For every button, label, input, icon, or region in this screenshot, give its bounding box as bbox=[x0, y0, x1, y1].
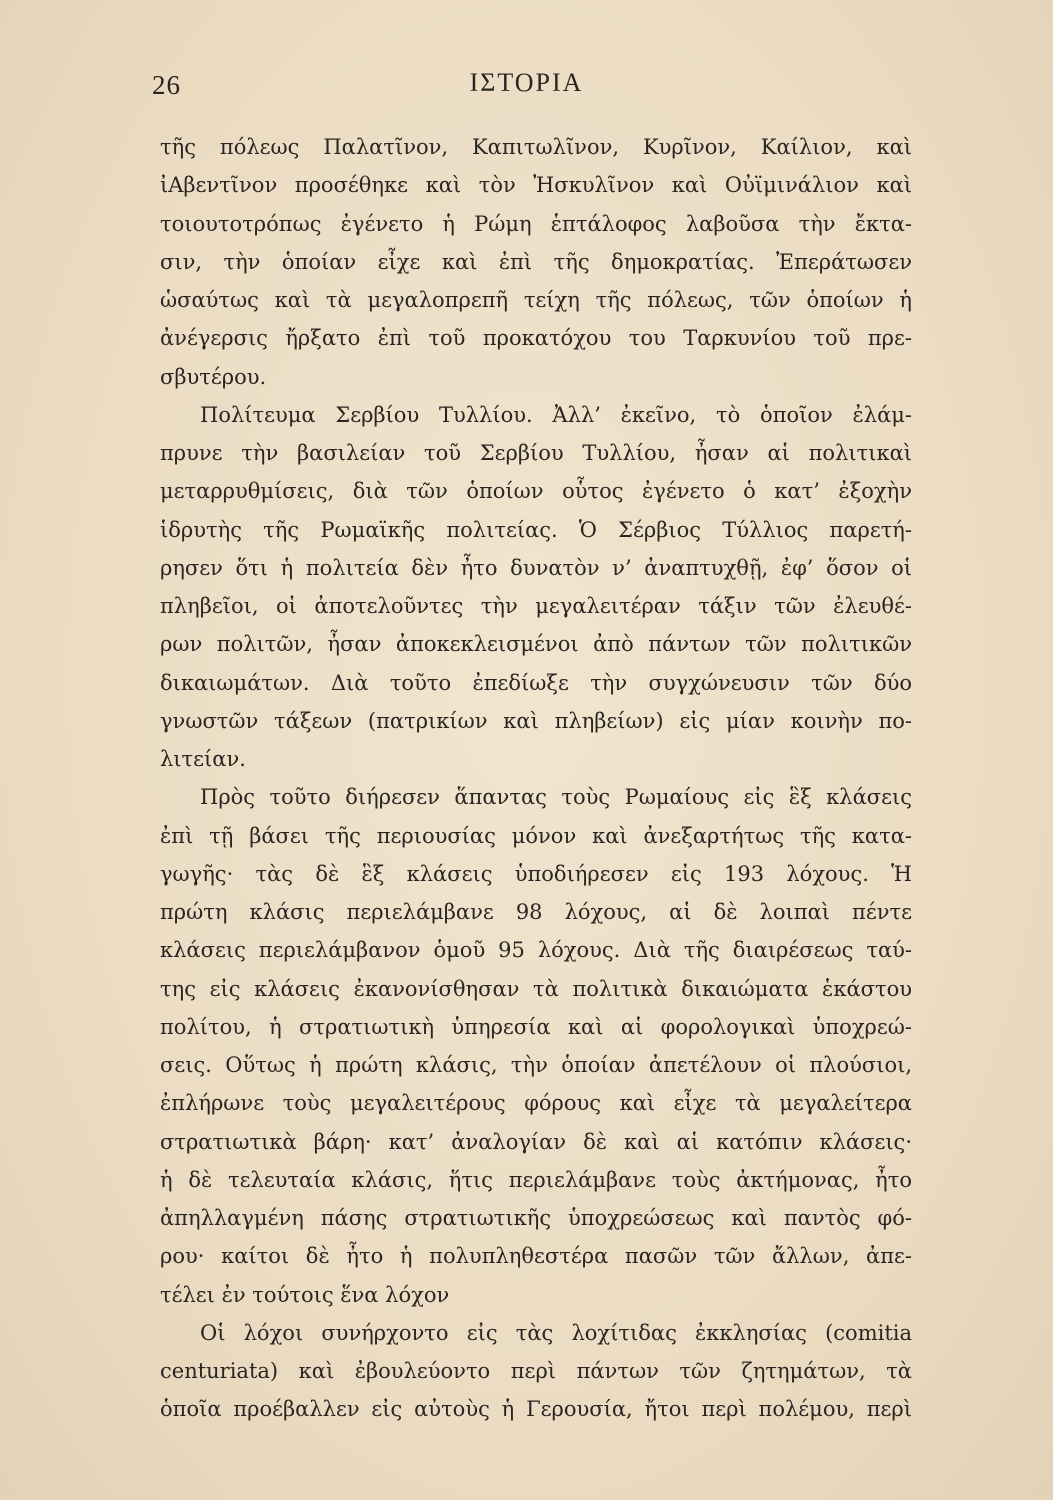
text-line: λιτείαν. bbox=[160, 747, 246, 771]
text-line: τῆς πόλεως Παλατῖνον, Καπιτωλῖνον, Κυρῖνον, Καίλιον, καὶ bbox=[160, 135, 912, 159]
text-line: σβυτέρου. bbox=[160, 364, 267, 389]
text-line: ὁποῖα προέβαλλεν εἰς αὐτοὺς ἡ Γερουσία, ἤτοι περὶ πολέμου, περὶ bbox=[160, 1397, 912, 1422]
section-heading-line: Πολίτευμα Σερβίου Τυλλίου. Ἀλλ’ ἐκεῖνο, τὸ ὁποῖον ἐλάμ- bbox=[200, 402, 912, 427]
text-line: ρου· καίτοι δὲ ἦτο ἡ πολυπληθεστέρα πασῶν τῶν ἄλλων, ἀπε- bbox=[160, 1244, 912, 1269]
text-line: δικαιωμάτων. Διὰ τοῦτο ἐπεδίωξε τὴν συγχώνευσιν τῶν δύο bbox=[160, 670, 912, 695]
text-line: σεις. Οὕτως ἡ πρώτη κλάσις, τὴν ὁποίαν ἀπετέλουν οἱ πλούσιοι, bbox=[160, 1053, 912, 1077]
text-line: πρώτη κλάσις περιελάμβανε 98 λόχους, αἱ δὲ λοιπαὶ πέντε bbox=[160, 900, 912, 924]
text-line: πληβεῖοι, οἱ ἀποτελοῦντες τὴν μεγαλειτέραν τάξιν τῶν ἐλευθέ- bbox=[160, 594, 912, 618]
text-line: ἡ δὲ τελευταία κλάσις, ἥτις περιελάμβανε τοὺς ἀκτήμονας, ἦτο bbox=[160, 1167, 912, 1192]
text-line: ἐπλήρωνε τοὺς μεγαλειτέρους φόρους καὶ εἶχε τὰ μεγαλείτερα bbox=[160, 1091, 912, 1116]
text-line: πολίτου, ἡ στρατιωτικὴ ὑπηρεσία καὶ αἱ φορολογικαὶ ὑποχρεώ- bbox=[160, 1014, 912, 1039]
text-line: γωγῆς· τὰς δὲ ἓξ κλάσεις ὑποδιήρεσεν εἰς 193 λόχους. Ἡ bbox=[160, 861, 912, 886]
body-text bbox=[160, 128, 912, 1429]
text-line: Πρὸς τοῦτο διήρεσεν ἅπαντας τοὺς Ρωμαίους εἰς ἓξ κλάσεις bbox=[200, 785, 912, 810]
text-line: centuriata) καὶ ἐβουλεύοντο περὶ πάντων τῶν ζητημάτων, τὰ bbox=[160, 1359, 912, 1383]
text-line: ρων πολιτῶν, ἦσαν ἀποκεκλεισμένοι ἀπὸ πάντων τῶν πολιτικῶν bbox=[160, 632, 912, 657]
text-line: ἀνέγερσις ἤρξατο ἐπὶ τοῦ προκατόχου του Ταρκυνίου τοῦ πρε- bbox=[160, 326, 912, 351]
text-line: τέλει ἐν τούτοις ἕνα λόχον bbox=[160, 1282, 450, 1307]
text-line: στρατιωτικὰ βάρη· κατ’ ἀναλογίαν δὲ καὶ αἱ κατόπιν κλάσεις· bbox=[160, 1129, 912, 1154]
text-line: Οἱ λόχοι συνήρχοντο εἰς τὰς λοχίτιδας ἐκκλησίας (comitia bbox=[200, 1320, 912, 1345]
text-line: ἐπὶ τῇ βάσει τῆς περιουσίας μόνον καὶ ἀνεξαρτήτως τῆς κατα- bbox=[160, 823, 912, 848]
text-line: ἀπηλλαγμένη πάσης στρατιωτικῆς ὑποχρεώσεως καὶ παντὸς φό- bbox=[160, 1206, 912, 1230]
running-title: ΙΣΤΟΡΙΑ bbox=[469, 68, 584, 97]
text-line: ἱδρυτὴς τῆς Ρωμαϊκῆς πολιτείας. Ὁ Σέρβιος Τύλλιος παρετή- bbox=[160, 517, 912, 542]
text-line: ὡσαύτως καὶ τὰ μεγαλοπρεπῆ τείχη τῆς πόλεως, τῶν ὁποίων ἡ bbox=[160, 288, 912, 312]
text-line: ἰΑβεντῖνον προσέθηκε καὶ τὸν Ἠσκυλῖνον καὶ Οὐϊμινάλιον καὶ bbox=[160, 173, 912, 198]
page-number: 26 bbox=[152, 70, 181, 100]
text-line: της εἰς κλάσεις ἐκανονίσθησαν τὰ πολιτικὰ δικαιώματα ἑκάστου bbox=[160, 976, 912, 1001]
text-line: κλάσεις περιελάμβανον ὁμοῦ 95 λόχους. Διὰ τῆς διαιρέσεως ταύ- bbox=[160, 938, 912, 963]
text-line: τοιουτοτρόπως ἐγένετο ἡ Ρώμη ἑπτάλοφος λαβοῦσα τὴν ἔκτα- bbox=[160, 211, 912, 236]
text-line: σιν, τὴν ὁποίαν εἶχε καὶ ἐπὶ τῆς δημοκρατίας. Ἐπεράτωσεν bbox=[160, 249, 912, 274]
text-line: πρυνε τὴν βασιλείαν τοῦ Σερβίου Τυλλίου, ἦσαν αἱ πολιτικαὶ bbox=[160, 441, 912, 465]
text-line: ρησεν ὅτι ἡ πολιτεία δὲν ἦτο δυνατὸν ν’ ἀναπτυχθῇ, ἐφ’ ὅσον οἱ bbox=[160, 555, 912, 580]
text-line: γνωστῶν τάξεων (πατρικίων καὶ πληβείων) εἰς μίαν κοινὴν πο- bbox=[160, 708, 912, 733]
text-line: μεταρρυθμίσεις, διὰ τῶν ὁποίων οὗτος ἐγένετο ὁ κατ’ ἐξοχὴν bbox=[160, 479, 912, 504]
